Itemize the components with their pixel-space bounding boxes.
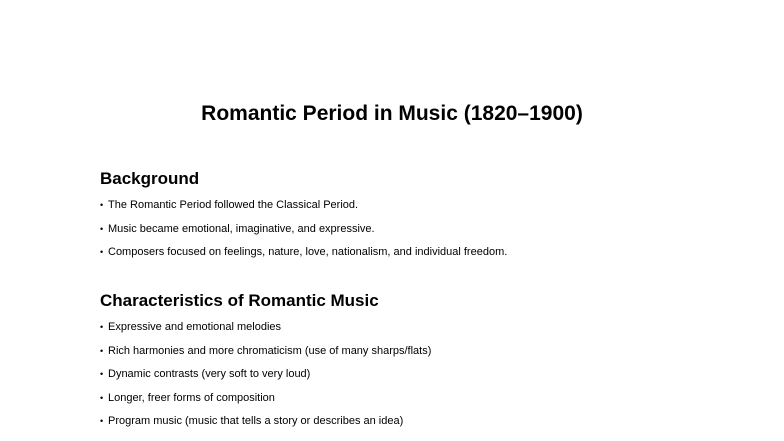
list-item-text: Composers focused on feelings, nature, love, nationalism, and individual freedom. — [108, 246, 508, 258]
list-item — [100, 363, 760, 387]
bullet-icon: • — [100, 416, 104, 426]
list-item-text: Expressive and emotional melodies — [108, 321, 282, 333]
bullet-icon: • — [100, 369, 104, 379]
list-item — [100, 241, 760, 265]
section-heading: Characteristics of Romantic Music — [100, 291, 379, 310]
bullet-icon: • — [100, 247, 104, 257]
list-item-text: Longer, freer forms of composition — [108, 391, 275, 404]
bullet-icon: • — [100, 345, 104, 356]
section-characteristics — [100, 290, 760, 434]
list-item — [100, 340, 760, 364]
list-item — [100, 194, 760, 218]
bullet-list — [100, 194, 760, 265]
document-title: Romantic Period in Music (1820–1900) — [201, 102, 583, 125]
list-item — [100, 410, 760, 434]
bullet-icon: • — [100, 200, 104, 210]
list-item-text: Rich harmonies and more chromaticism (use of many sharps/flats) — [108, 344, 432, 357]
bullet-icon: • — [100, 223, 104, 234]
section-heading: Background — [100, 169, 200, 188]
list-item-text: Dynamic contrasts (very soft to very loud) — [108, 368, 311, 380]
list-item-text: Program music (music that tells a story or describes an idea) — [108, 415, 404, 427]
list-item-text: Music became emotional, imaginative, and expressive. — [108, 222, 375, 235]
list-item — [100, 218, 760, 242]
section-background — [100, 168, 760, 265]
bullet-icon: • — [100, 322, 104, 332]
list-item-text: The Romantic Period followed the Classical Period. — [108, 199, 359, 211]
list-item — [100, 316, 760, 340]
bullet-list — [100, 316, 760, 434]
bullet-icon: • — [100, 392, 104, 403]
list-item — [100, 387, 760, 411]
